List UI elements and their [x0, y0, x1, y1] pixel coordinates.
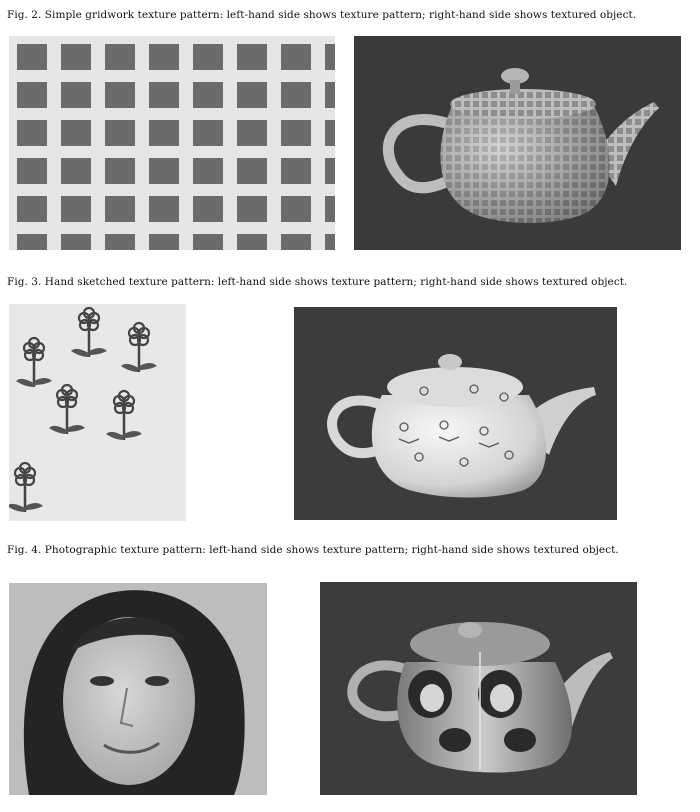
gridwork-texture-pattern — [9, 36, 335, 250]
photographic-textured-teapot — [320, 582, 637, 795]
hand-sketched-texture-pattern — [9, 304, 186, 521]
figure-3-caption: Fig. 3. Hand sketched texture pattern: left-hand side shows texture pattern; right-hand side shows textured object. — [7, 276, 628, 288]
gridwork-textured-teapot — [354, 36, 681, 250]
figure-2-caption: Fig. 2. Simple gridwork texture pattern: left-hand side shows texture pattern; right-hand side shows textured object. — [7, 9, 637, 21]
figure-4-caption: Fig. 4. Photographic texture pattern: left-hand side shows texture pattern; right-hand side shows textured object. — [7, 544, 619, 556]
hand-sketched-textured-teapot — [294, 307, 617, 520]
photographic-texture-pattern — [9, 583, 267, 795]
